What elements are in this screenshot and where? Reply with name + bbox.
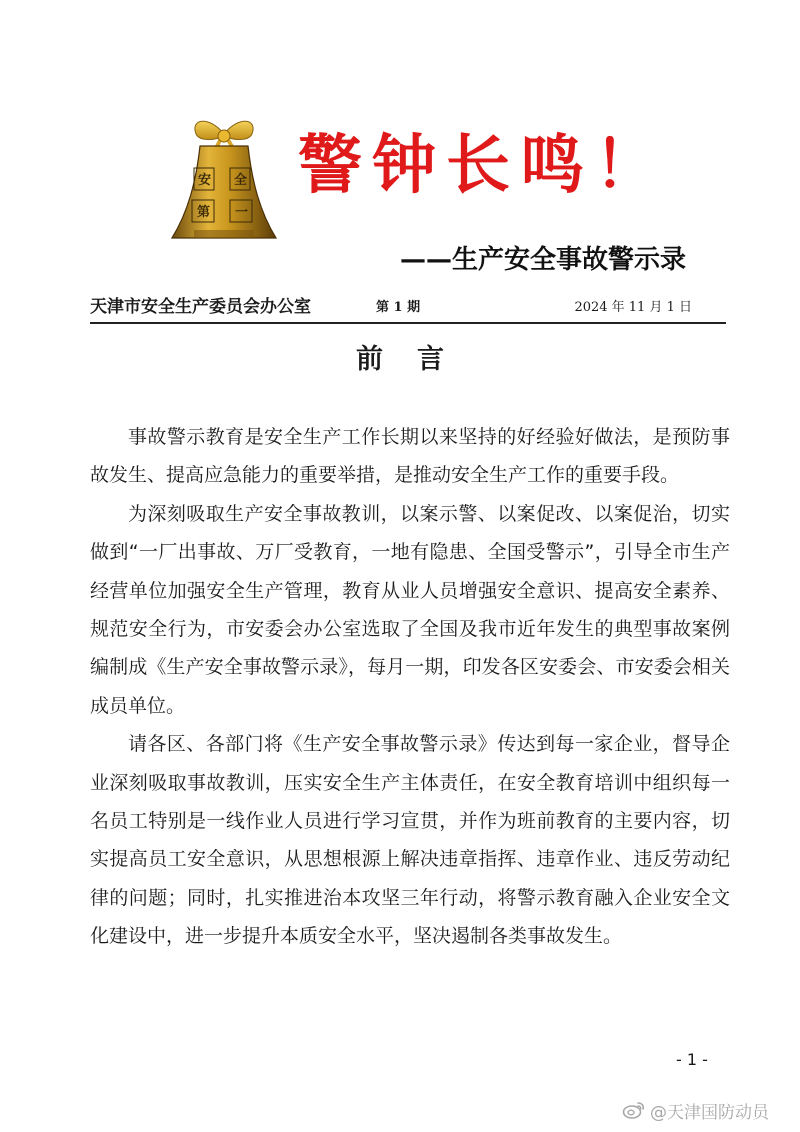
page-number: - 1 - xyxy=(676,1050,708,1069)
issue-bar xyxy=(90,290,730,324)
watermark-text: @天津国防动员 xyxy=(650,1102,769,1123)
paragraph: 事故警示教育是安全生产工作长期以来坚持的好经验好做法，是预防事故发生、提高应急能力的重要举措，是推动安全生产工作的重要手段。 xyxy=(90,426,730,487)
bell-char-1: 安 xyxy=(198,173,212,188)
masthead-title: 警钟长鸣！ xyxy=(298,128,668,203)
bell-char-4: 一 xyxy=(235,205,249,220)
paragraph: 为深刻吸取生产安全事故教训，以案示警、以案促改、以案促治，切实做到“一厂出事故、万厂受教育，一地有隐患、全国受警示”，引导全市生产经营单位加强安全生产管理，教育从业人员增强安全意识、提高安全素养、规范安全行为，市安委会办公室选取了全国及我市近年发生的典型事故案例编制成《生产安全事故警示录》，每月一期，印发各区安委会、市安委会相关成员单位。 xyxy=(90,502,730,717)
bell-icon xyxy=(160,112,288,252)
paragraph: 请各区、各部门将《生产安全事故警示录》传达到每一家企业，督导企业深刻吸取事故教训，压实安全生产主体责任，在安全教育培训中组织每一名员工特别是一线作业人员进行学习宣贯，并作为班前教育的主要内容，切实提高员工安全意识，从思想根源上解决违章指挥、违章作业、违反劳动纪律的问题；同时，扎实推进治本攻坚三年行动，将警示教育融入企业安全文化建设中，进一步提升本质安全水平，坚决遏制各类事故发生。 xyxy=(90,733,730,948)
issue-number: 第 1 期 xyxy=(376,300,421,315)
bell-char-3: 第 xyxy=(197,205,211,220)
bell-logo xyxy=(160,112,288,252)
issuer: 天津市安全生产委员会办公室 xyxy=(90,297,311,317)
header-divider xyxy=(90,322,726,324)
issue-date: 2024 年 11 月 1 日 xyxy=(574,300,692,315)
section-heading: 前言 xyxy=(356,344,478,375)
body-text xyxy=(90,418,730,956)
watermark xyxy=(622,1097,769,1123)
bell-char-2: 全 xyxy=(234,173,248,188)
weibo-icon xyxy=(622,1100,646,1120)
masthead-subtitle: ——生产安全事故警示录 xyxy=(400,245,687,275)
